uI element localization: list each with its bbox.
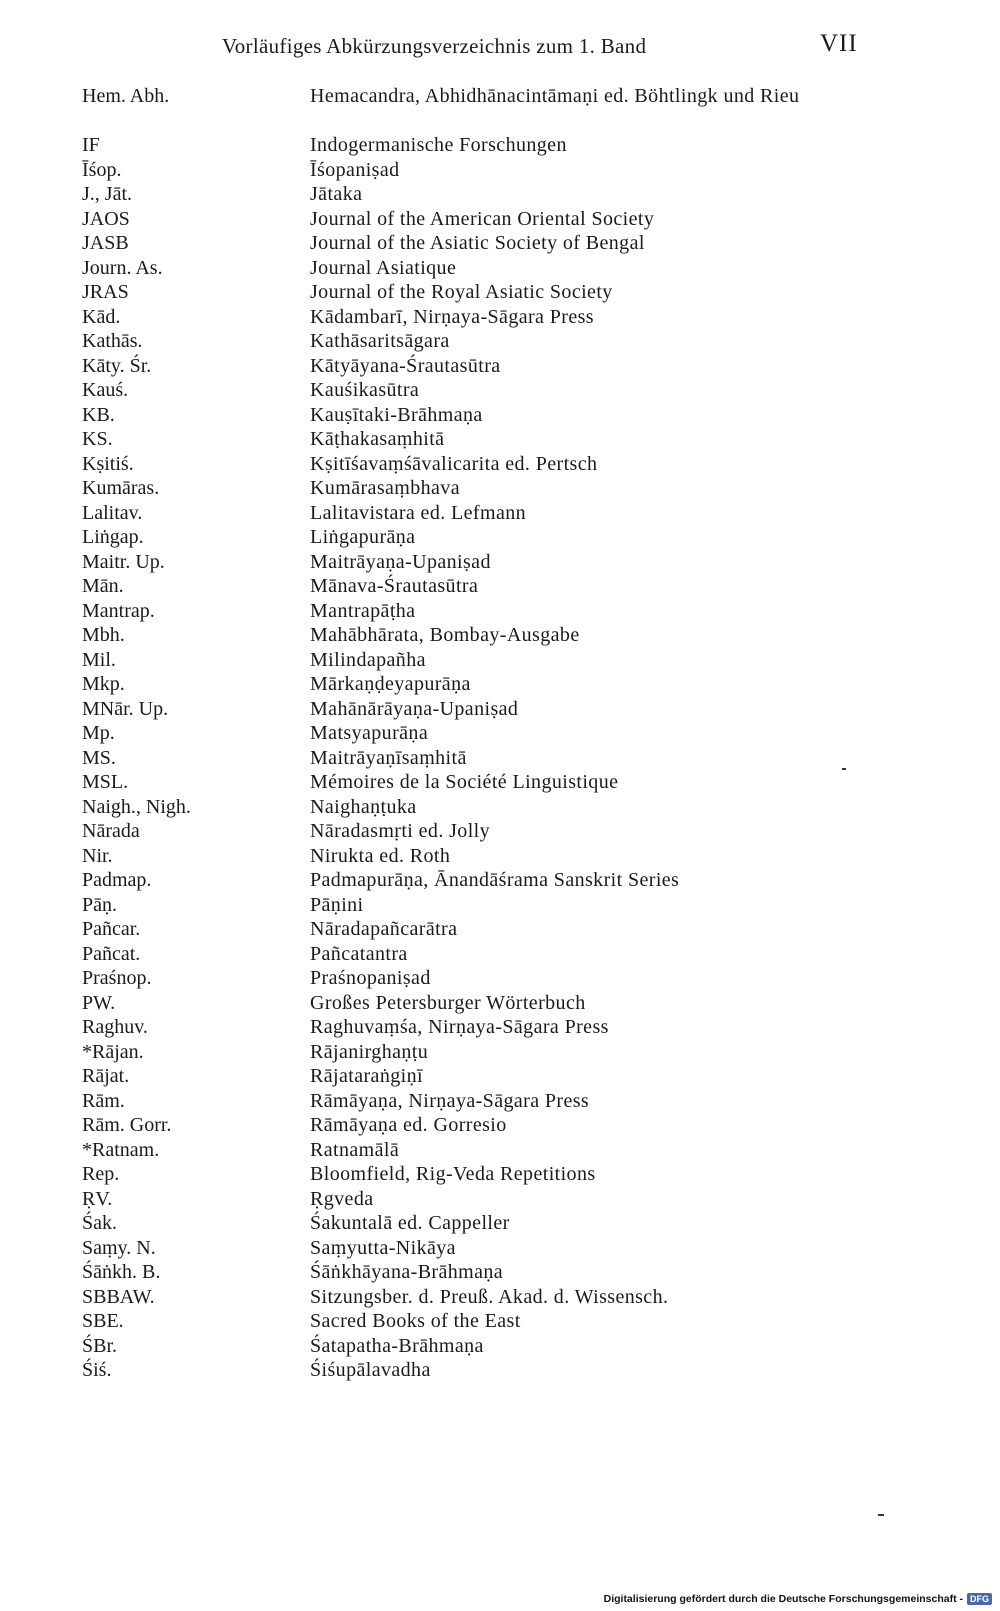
abbreviation-entry (0, 1236, 1000, 1261)
expansion: Kṣitīśavaṃśāvalicarita ed. Pertsch (310, 452, 598, 475)
abbreviation-entry (0, 354, 1000, 379)
expansion: Journal of the Royal Asiatic Society (310, 281, 613, 303)
expansion: Naighaṇṭuka (310, 795, 417, 818)
abbreviation: Nārada (82, 820, 140, 842)
expansion: Sitzungsber. d. Preuß. Akad. d. Wissensch. (310, 1285, 669, 1308)
expansion: Padmapurāṇa, Ānandāśrama Sanskrit Series (310, 869, 680, 891)
expansion: Praśnopaniṣad (310, 967, 431, 989)
abbreviation-entry (0, 1162, 1000, 1187)
expansion: Mārkaṇḍeyapurāṇa (310, 673, 471, 695)
abbreviation: IF (82, 134, 100, 156)
abbreviation-entry (0, 476, 1000, 501)
abbreviation: Rep. (82, 1163, 120, 1185)
abbreviation-entry (0, 1187, 1000, 1212)
abbreviation-entry (0, 158, 1000, 183)
abbreviation-entry (0, 403, 1000, 428)
abbreviation-entry (0, 599, 1000, 624)
abbreviation-entry (0, 280, 1000, 305)
expansion: Ṛgveda (310, 1187, 374, 1210)
abbreviation-entry (0, 1015, 1000, 1040)
abbreviation: Lalitav. (82, 501, 143, 524)
abbreviation: Īśop. (82, 158, 122, 181)
expansion: Lalitavistara ed. Lefmann (310, 501, 527, 524)
expansion: Jātaka (310, 183, 363, 205)
abbreviation: KS. (82, 428, 113, 450)
abbreviation: Liṅgap. (82, 526, 144, 548)
abbreviation-entry (0, 182, 1000, 207)
abbreviation-entry (0, 84, 1000, 133)
abbreviation-entry (0, 452, 1000, 477)
expansion: Nirukta ed. Roth (310, 844, 451, 867)
abbreviation: Pañcar. (82, 918, 141, 940)
abbreviation-entry (0, 819, 1000, 844)
expansion: Matsyapurāṇa (310, 722, 429, 744)
abbreviation: Kauś. (82, 379, 129, 401)
abbreviation: MNār. Up. (82, 697, 169, 720)
expansion: Kātyāyana-Śrautasūtra (310, 354, 501, 377)
expansion: Bloomfield, Rig-Veda Repetitions (310, 1163, 596, 1185)
abbreviation: Kād. (82, 305, 121, 328)
expansion: Kauśikasūtra (310, 379, 420, 401)
abbreviation-entry (0, 917, 1000, 942)
expansion: Rāmāyaṇa ed. Gorresio (310, 1114, 507, 1136)
expansion: Rājataraṅgiṇī (310, 1065, 423, 1087)
abbreviation-entry (0, 256, 1000, 281)
abbreviation: Mbh. (82, 624, 125, 646)
abbreviation: SBBAW. (82, 1285, 155, 1308)
running-head (0, 30, 1000, 60)
expansion: Großes Petersburger Wörterbuch (310, 991, 586, 1014)
expansion: Milindapañha (310, 648, 426, 671)
abbreviation-entry (0, 942, 1000, 967)
expansion: Sacred Books of the East (310, 1310, 521, 1332)
abbreviation: *Ratnam. (82, 1138, 160, 1161)
expansion: Indogermanische Forschungen (310, 134, 567, 156)
abbreviation-entry (0, 1260, 1000, 1285)
abbreviation: MSL. (82, 771, 129, 793)
abbreviation: Rājat. (82, 1065, 130, 1087)
abbreviation: Śak. (82, 1212, 117, 1234)
abbreviation-entry (0, 574, 1000, 599)
abbreviation: JRAS (82, 281, 129, 303)
expansion: Nāradapañcarātra (310, 918, 458, 940)
expansion: Mānava-Śrautasūtra (310, 575, 479, 597)
abbreviation: Rām. Gorr. (82, 1114, 172, 1136)
expansion: Saṃyutta-Nikāya (310, 1236, 456, 1259)
abbreviation-entry (0, 746, 1000, 771)
abbreviation: JAOS (82, 207, 130, 230)
expansion: Raghuvaṃśa, Nirṇaya-Sāgara Press (310, 1016, 609, 1038)
abbreviation-entry (0, 1334, 1000, 1359)
dfg-logo: DFG (967, 1593, 992, 1605)
expansion: Pāṇini (310, 893, 364, 916)
digitization-credit (604, 1590, 992, 1608)
credit-text: Digitalisierung gefördert durch die Deutsche Forschungsgemeinschaft - (603, 1593, 963, 1605)
abbreviation: Kumāras. (82, 477, 160, 499)
page-header-title: Vorläufiges Abkürzungsverzeichnis zum 1. Band (222, 34, 647, 58)
abbreviation: Hem. Abh. (82, 85, 170, 107)
abbreviation-entry (0, 1285, 1000, 1310)
expansion: Kathāsaritsāgara (310, 330, 450, 352)
expansion: Kauṣītaki-Brāhmaṇa (310, 403, 483, 426)
abbreviation-entry (0, 525, 1000, 550)
abbreviation-entry (0, 305, 1000, 330)
abbreviation-entry (0, 672, 1000, 697)
abbreviation: Journ. As. (82, 256, 163, 279)
abbreviation-entry (0, 1040, 1000, 1065)
expansion: Īśopaniṣad (310, 158, 400, 181)
abbreviation-entry (0, 893, 1000, 918)
abbreviation-entry (0, 378, 1000, 403)
abbreviation-entry (0, 550, 1000, 575)
abbreviation-entry (0, 844, 1000, 869)
abbreviation-entry (0, 1138, 1000, 1163)
abbreviation: Mān. (82, 575, 124, 597)
abbreviation: Kāty. Śr. (82, 354, 152, 377)
abbreviation: PW. (82, 991, 116, 1014)
abbreviation-entry (0, 231, 1000, 256)
abbreviation: Śāṅkh. B. (82, 1261, 161, 1283)
abbreviation: Mantrap. (82, 599, 155, 622)
expansion: Kādambarī, Nirṇaya-Sāgara Press (310, 305, 594, 328)
abbreviation: J., Jāt. (82, 183, 132, 205)
abbreviation: Maitr. Up. (82, 550, 165, 573)
abbreviation: ŚBr. (82, 1334, 118, 1357)
expansion: Journal of the American Oriental Society (310, 207, 655, 230)
abbreviation-entry (0, 1358, 1000, 1383)
expansion: Śāṅkhāyana-Brāhmaṇa (310, 1261, 504, 1283)
expansion: Mémoires de la Société Linguistique (310, 771, 619, 793)
expansion: Pañcatantra (310, 942, 408, 965)
abbreviation-entry (0, 991, 1000, 1016)
expansion: Mantrapāṭha (310, 599, 416, 622)
expansion: Rāmāyaṇa, Nirṇaya-Sāgara Press (310, 1089, 590, 1112)
abbreviation: KB. (82, 403, 115, 426)
expansion: Ratnamālā (310, 1138, 400, 1161)
abbreviation: Śiś. (82, 1359, 112, 1381)
abbreviation-entry (0, 721, 1000, 746)
abbreviation: ṚV. (82, 1187, 113, 1210)
expansion: Mahābhārata, Bombay-Ausgabe (310, 624, 580, 646)
expansion: Journal of the Asiatic Society of Bengal (310, 232, 645, 254)
abbreviation-entry (0, 623, 1000, 648)
abbreviation-entry (0, 1064, 1000, 1089)
abbreviation-entry (0, 427, 1000, 452)
abbreviation: Padmap. (82, 869, 152, 891)
abbreviation: Kathās. (82, 330, 143, 352)
expansion: Śiśupālavadha (310, 1359, 431, 1381)
expansion: Mahānārāyaṇa-Upaniṣad (310, 697, 519, 720)
expansion: Kāṭhakasaṃhitā (310, 428, 445, 450)
expansion: Maitrāyaṇa-Upaniṣad (310, 550, 491, 573)
abbreviation: Pāṇ. (82, 893, 117, 916)
abbreviation-entry (0, 966, 1000, 991)
abbreviation: JASB (82, 232, 129, 254)
abbreviation-entry (0, 648, 1000, 673)
abbreviation: Mil. (82, 648, 116, 671)
abbreviation: Kṣitiś. (82, 452, 134, 475)
expansion: Śatapatha-Brāhmaṇa (310, 1334, 484, 1357)
abbreviation: Nir. (82, 844, 113, 867)
expansion: Maitrāyaṇīsaṃhitā (310, 746, 467, 769)
page-number: VII (820, 30, 858, 57)
abbreviation: Mkp. (82, 673, 125, 695)
abbreviation: Saṃy. N. (82, 1236, 156, 1259)
expansion: Liṅgapurāṇa (310, 526, 416, 548)
abbreviation-entry (0, 1089, 1000, 1114)
abbreviation-entry (0, 501, 1000, 526)
abbreviation-entry (0, 697, 1000, 722)
expansion: Hemacandra, Abhidhānacintāmaṇi ed. Böhtlingk und Rieu (310, 85, 800, 107)
abbreviation-entry (0, 329, 1000, 354)
abbreviation-list (0, 84, 1000, 1383)
abbreviation-entry (0, 868, 1000, 893)
abbreviation: Raghuv. (82, 1016, 148, 1038)
expansion: Nāradasmṛti ed. Jolly (310, 820, 491, 842)
scan-speck (842, 768, 846, 770)
abbreviation: SBE. (82, 1310, 124, 1332)
abbreviation-entry (0, 207, 1000, 232)
abbreviation: MS. (82, 746, 116, 769)
abbreviation-entry (0, 1113, 1000, 1138)
expansion: Rājanirghaṇṭu (310, 1040, 429, 1063)
abbreviation: Praśnop. (82, 967, 152, 989)
scan-speck (878, 1514, 884, 1516)
abbreviation-entry (0, 133, 1000, 158)
abbreviation: Pañcat. (82, 942, 141, 965)
expansion: Journal Asiatique (310, 256, 457, 279)
abbreviation-entry (0, 770, 1000, 795)
expansion: Kumārasaṃbhava (310, 477, 460, 499)
abbreviation-entry (0, 1309, 1000, 1334)
abbreviation-entry (0, 1211, 1000, 1236)
abbreviation: *Rājan. (82, 1040, 144, 1063)
abbreviation: Mp. (82, 722, 115, 744)
abbreviation: Rām. (82, 1089, 125, 1112)
abbreviation: Naigh., Nigh. (82, 795, 191, 818)
expansion: Śakuntalā ed. Cappeller (310, 1212, 510, 1234)
abbreviation-entry (0, 795, 1000, 820)
